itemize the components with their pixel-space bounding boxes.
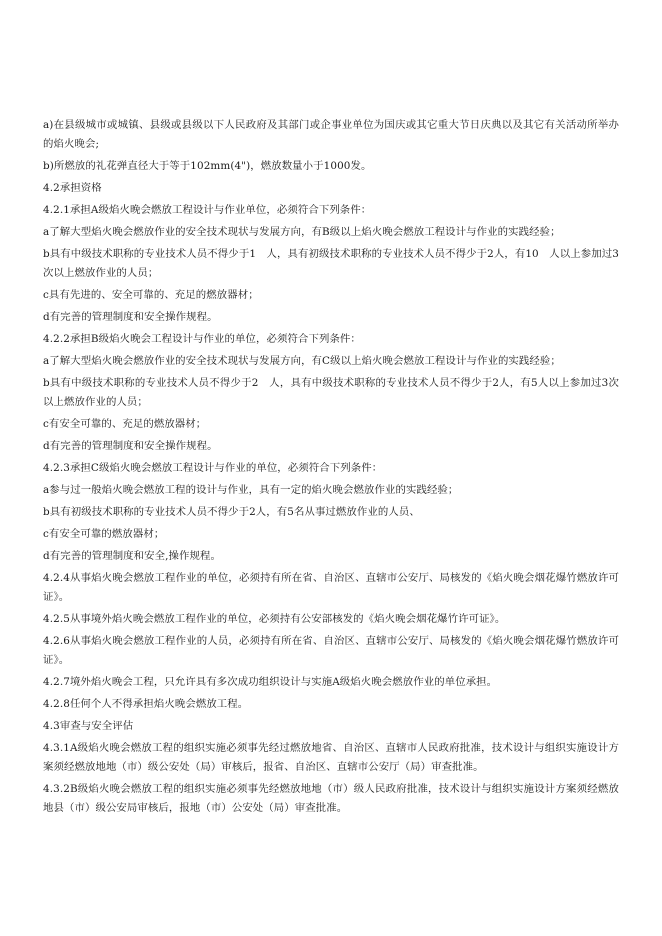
clause-4-2-7: 4.2.7境外焰火晚会工程，只允许具有多次成功组织设计与实施A级焰火晚会燃放作业的单位承担。 xyxy=(43,676,498,688)
clause-4-2-3-d: d有完善的管理制度和安全,操作规程。 xyxy=(43,550,222,562)
clause-4-3-2: 4.3.2B级焰火晚会燃放工程的组织实施必须事先经燃放地地（市）级人民政府批准，技术设计与组织实施设计方案须经燃放地县（市）级公安局审核后，报地（市）公安处（局）审查批准。 xyxy=(43,783,619,814)
clause-4-2-3-b: b具有初级技术职称的专业技术人员不得少于2人，有5名从事过燃放作业的人员、 xyxy=(43,506,420,518)
paragraph-a-scope: a)在县级城市或城镇、县级或县级以下人民政府及其部门或企事业单位为国庆或其它重大节日庆典以及其它有关活动所举办的焰火晚会; xyxy=(43,119,619,150)
clause-4-2-3-a: a参与过一般焰火晚会燃放工程的设计与作业，具有一定的焰火晚会燃放作业的实践经验； xyxy=(43,484,459,496)
section-heading-4-2: 4.2承担资格 xyxy=(43,182,102,194)
clause-4-3-1: 4.3.1A级焰火晚会燃放工程的组织实施必须事先经过燃放地省、自治区、直辖市人民政府批准，技术设计与组织实施设计方案须经燃放地地（市）级公安处（局）审核后，报省、自治区、直辖市公安厅（局）审查批准。 xyxy=(43,742,619,773)
clause-4-2-2-d: d有完善的管理制度和安全操作规程。 xyxy=(43,440,218,452)
document-body xyxy=(43,116,630,821)
clause-4-2-3: 4.2.3承担C级焰火晚会燃放工程设计与作业的单位，必须符合下列条件： xyxy=(43,462,383,474)
clause-4-2-1-b: b具有中级技术职称的专业技术人员不得少于1 人，具有初级技术职称的专业技术人员不得少于2人，有10 人以上参加过3 次以上燃放作业的人员； xyxy=(43,248,630,279)
paragraph-b-scope: b)所燃放的礼花弹直径大于等于102mm(4")，燃放数量小于1000发。 xyxy=(43,160,372,172)
clause-4-2-1-c: c具有先进的、安全可靠的、充足的燃放器材； xyxy=(43,289,259,301)
clause-4-2-1-d: d有完善的管理制度和安全操作规程。 xyxy=(43,311,218,323)
clause-4-2-2-a: a了解大型焰火晚会燃放作业的安全技术现状与发展方向，有C级以上焰火晚会燃放工程设计与作业的实践经验； xyxy=(43,355,561,367)
clause-4-2-8: 4.2.8任何个人不得承担焰火晚会燃放工程。 xyxy=(43,698,249,710)
clause-4-2-2-c: c有安全可靠的、充足的燃放器材； xyxy=(43,418,207,430)
clause-4-2-1: 4.2.1承担A级焰火晚会燃放工程设计与作业单位，必须符合下列条件： xyxy=(43,204,372,216)
section-heading-4-3: 4.3审查与安全评估 xyxy=(43,720,134,732)
clause-4-2-6: 4.2.6从事焰火晚会燃放工程作业的人员，必须持有所在省、自治区、直辖市公安厅、局核发的《焰火晚会烟花爆竹燃放许可证》。 xyxy=(43,635,619,666)
clause-4-2-2: 4.2.2承担B级焰火晚会工程设计与作业的单位，必须符合下列条件： xyxy=(43,333,361,345)
clause-4-2-1-a: a了解大型焰火晚会燃放作业的安全技术现状与发展方向，有B级以上焰火晚会燃放工程设计与作业的实践经验； xyxy=(43,226,561,238)
clause-4-2-4: 4.2.4从事焰火晚会燃放工程作业的单位，必须持有所在省、自治区、直辖市公安厅、局核发的《焰火晚会烟花爆竹燃放许可证》。 xyxy=(43,572,619,603)
clause-4-2-2-b: b具有中级技术职称的专业技术人员不得少于2 人，具有中级技术职称的专业技术人员不得少于2人，有5人以上参加过3次以上燃放作业的人员； xyxy=(43,377,619,408)
clause-4-2-5: 4.2.5从事境外焰火晚会燃放工程作业的单位，必须持有公安部核发的《焰火晚会烟花爆竹许可证》。 xyxy=(43,613,506,625)
clause-4-2-3-c: c有安全可靠的燃放器材； xyxy=(43,528,165,540)
